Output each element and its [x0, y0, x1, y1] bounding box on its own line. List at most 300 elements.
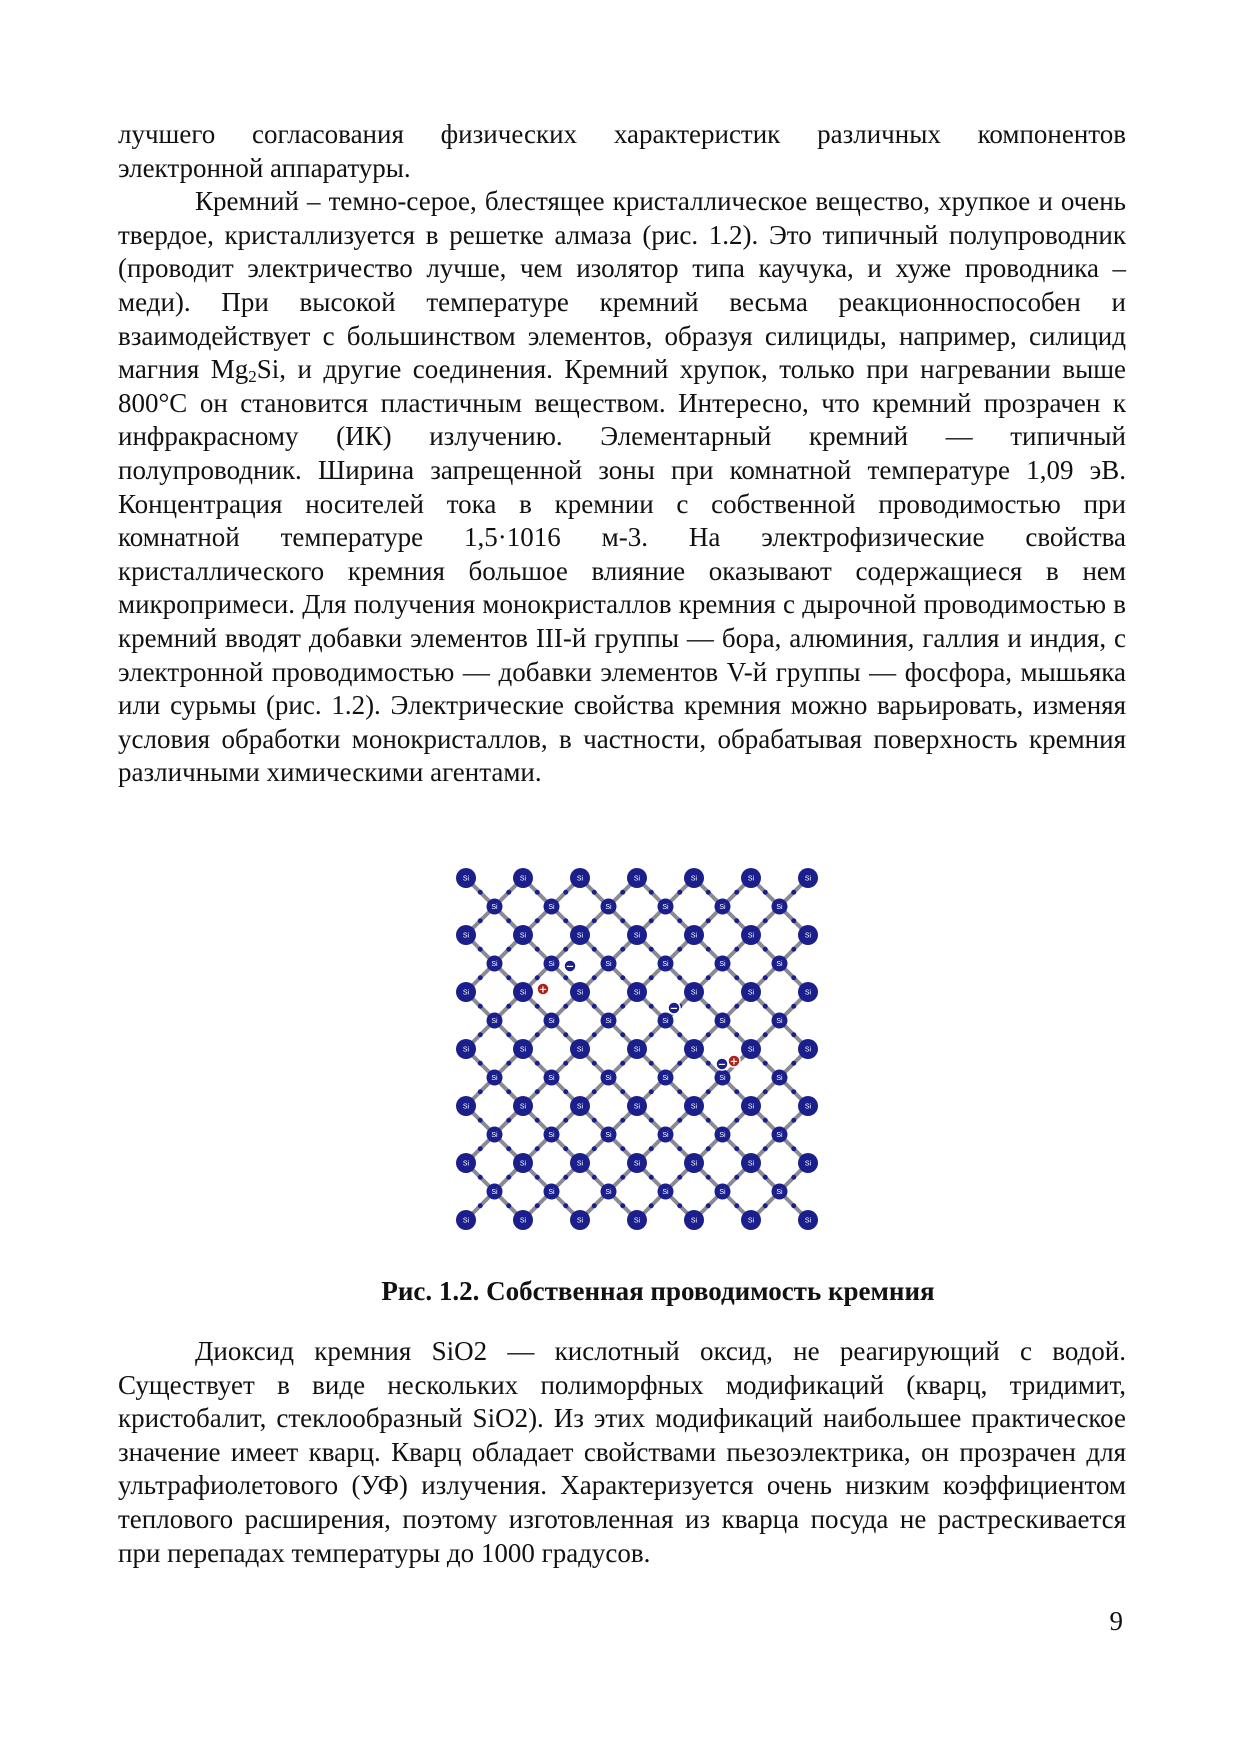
bond-electron	[734, 1032, 739, 1037]
bond-electron	[620, 1004, 625, 1009]
si-label: Si	[605, 961, 612, 968]
si-label: Si	[491, 1189, 498, 1196]
subscript-2: 2	[248, 367, 257, 387]
si-atom	[487, 956, 503, 972]
si-label: Si	[747, 1217, 755, 1225]
page-body	[118, 118, 1126, 790]
bond-electron	[535, 1203, 540, 1208]
si-atom	[798, 1039, 818, 1059]
si-atom	[544, 1070, 560, 1086]
bond-electron	[592, 1175, 597, 1180]
bond-electron	[478, 1203, 483, 1208]
si-label: Si	[662, 1075, 669, 1082]
paragraph-silicon-text-a: Кремний – темно-серое, блестящее кристаллическое вещество, хрупкое и очень твердое, кристаллизуется в решетке алмаза (рис. 1.2). Это типичный полупроводник (проводит электричество лучше, чем изолятор типа каучука, и хуже проводника – меди). При высокой температуре кремний весьма реакционноспособен и взаимодействует с большинством элементов, образуя силициды, например, силицид магния Mg	[118, 186, 1126, 385]
bond-electron	[677, 1061, 682, 1066]
si-atom	[715, 956, 731, 972]
si-label: Si	[462, 875, 470, 883]
si-atom	[741, 1096, 761, 1116]
si-atom	[741, 1153, 761, 1173]
lattice-diagram	[454, 866, 870, 1274]
si-atom	[601, 1070, 617, 1086]
si-label: Si	[519, 1046, 527, 1054]
si-label: Si	[491, 961, 498, 968]
si-atom	[684, 1039, 704, 1059]
bond-electron	[535, 947, 540, 952]
si-atom	[658, 956, 674, 972]
si-atom	[601, 899, 617, 915]
si-label: Si	[633, 989, 641, 997]
si-label: Si	[576, 989, 584, 997]
si-atom	[715, 1184, 731, 1200]
bond-electron	[592, 1004, 597, 1009]
bond-electron	[649, 1175, 654, 1180]
figure-caption: Рис. 1.2. Собственная проводимость кремния	[381, 1276, 935, 1306]
bond-electron	[563, 947, 568, 952]
si-label: Si	[462, 1103, 470, 1111]
bond-electron	[506, 1146, 511, 1151]
si-atom	[684, 1153, 704, 1173]
bond-electron	[506, 1203, 511, 1208]
bond-electron	[563, 1203, 568, 1208]
si-label: Si	[719, 904, 726, 911]
bond-electron	[734, 1118, 739, 1123]
paragraph-silicon	[118, 185, 1126, 790]
bond-electron	[706, 1175, 711, 1180]
si-atom	[456, 982, 476, 1002]
si-label: Si	[605, 1018, 612, 1025]
si-atom	[741, 1039, 761, 1059]
si-label: Si	[462, 932, 470, 940]
si-label: Si	[776, 1075, 783, 1082]
si-label: Si	[662, 904, 669, 911]
si-label: Si	[804, 1217, 812, 1225]
bond-electron	[478, 1118, 483, 1123]
bond-electron	[592, 1089, 597, 1094]
si-label: Si	[519, 875, 527, 883]
bond-electron	[620, 1175, 625, 1180]
si-atom	[513, 868, 533, 888]
si-label: Si	[690, 989, 698, 997]
bond-electron	[763, 1089, 768, 1094]
electron-carrier	[668, 1002, 680, 1015]
bond-electron	[791, 1061, 796, 1066]
bond-electron	[563, 975, 568, 980]
bond-electron	[763, 1061, 768, 1066]
bond-electron	[791, 975, 796, 980]
si-atom	[570, 868, 590, 888]
bond-electron	[734, 890, 739, 895]
bond-electron	[506, 975, 511, 980]
si-atom	[627, 925, 647, 945]
si-atom	[513, 1039, 533, 1059]
bond-electron	[791, 1032, 796, 1037]
si-label: Si	[633, 1160, 641, 1168]
si-label: Si	[690, 932, 698, 940]
si-label: Si	[690, 1217, 698, 1225]
si-label: Si	[662, 1132, 669, 1139]
bond-electron	[563, 1146, 568, 1151]
si-atom	[627, 1153, 647, 1173]
si-label: Si	[491, 904, 498, 911]
bond-electron	[763, 1118, 768, 1123]
bond-electron	[506, 1004, 511, 1009]
si-atom	[456, 1153, 476, 1173]
si-atom	[570, 925, 590, 945]
si-atom	[487, 899, 503, 915]
bond-electron	[677, 1146, 682, 1151]
bond-electron	[734, 1203, 739, 1208]
si-atom	[570, 1096, 590, 1116]
bond-electron	[535, 1118, 540, 1123]
si-atom	[772, 899, 788, 915]
si-label: Si	[491, 1018, 498, 1025]
si-label: Si	[776, 904, 783, 911]
si-atom	[487, 1070, 503, 1086]
bond-electron	[649, 1118, 654, 1123]
bond-electron	[734, 1175, 739, 1180]
si-label: Si	[690, 1103, 698, 1111]
bond-electron	[791, 1004, 796, 1009]
si-atom	[456, 1039, 476, 1059]
si-label: Si	[491, 1075, 498, 1082]
si-atom	[772, 1184, 788, 1200]
si-label: Si	[462, 989, 470, 997]
bond-electron	[763, 1032, 768, 1037]
si-label: Si	[804, 1160, 812, 1168]
si-atom	[715, 1013, 731, 1029]
si-label: Si	[548, 1075, 555, 1082]
bond-electron	[506, 1118, 511, 1123]
bond-electron	[506, 1032, 511, 1037]
bond-electron	[677, 918, 682, 923]
si-atom	[798, 1096, 818, 1116]
page-number: 9	[1109, 1606, 1123, 1636]
page-body-2	[118, 1335, 1126, 1570]
bond-electron	[706, 1118, 711, 1123]
bond-electron	[563, 1061, 568, 1066]
si-label: Si	[804, 932, 812, 940]
bond-electron	[478, 975, 483, 980]
bond-electron	[649, 1032, 654, 1037]
bond-electron	[535, 975, 540, 980]
bond-electron	[763, 1175, 768, 1180]
bond-electron	[706, 1203, 711, 1208]
bond-electron	[478, 1089, 483, 1094]
bond-electron	[677, 890, 682, 895]
si-label: Si	[662, 961, 669, 968]
bond-electron	[620, 1118, 625, 1123]
bond-electron	[506, 947, 511, 952]
bond-electron	[592, 947, 597, 952]
bond-electron	[535, 1004, 540, 1009]
si-label: Si	[747, 1103, 755, 1111]
bond-electron	[563, 1032, 568, 1037]
si-label: Si	[605, 1075, 612, 1082]
si-atom	[487, 1013, 503, 1029]
si-label: Si	[605, 1132, 612, 1139]
si-label: Si	[519, 1103, 527, 1111]
bond-electron	[478, 1032, 483, 1037]
si-label: Si	[719, 1132, 726, 1139]
si-label: Si	[548, 1189, 555, 1196]
si-atom	[456, 868, 476, 888]
bond-electron	[478, 947, 483, 952]
si-label: Si	[462, 1217, 470, 1225]
si-atom	[798, 868, 818, 888]
si-atom	[513, 925, 533, 945]
bond-electron	[734, 1146, 739, 1151]
si-label: Si	[576, 1160, 584, 1168]
si-atom	[513, 982, 533, 1002]
bond-electron	[649, 918, 654, 923]
si-atom	[715, 1127, 731, 1143]
bond-electron	[478, 918, 483, 923]
bond-electron	[506, 890, 511, 895]
bond-electron	[791, 890, 796, 895]
bond-electron	[677, 1203, 682, 1208]
si-label: Si	[576, 932, 584, 940]
bond-electron	[592, 1146, 597, 1151]
si-atom	[772, 1127, 788, 1143]
paragraph-sio2: Диоксид кремния SiO2 — кислотный оксид, не реагирующий с водой. Существует в виде нескольких полиморфных модификаций (кварц, тридимит, кристобалит, стеклообразный SiO2). Из этих модификаций наибольшее практическое значение имеет кварц. Кварц обладает свойствами пьезоэлектрика, он прозрачен для ультрафиолетового (УФ) излучения. Характеризуется очень низким коэффициентом теплового расширения, поэтому изготовленная из кварца посуда не растрескивается при перепадах температуры до 1000 градусов.	[118, 1336, 1126, 1568]
bond-electron	[763, 890, 768, 895]
bond-electron	[677, 975, 682, 980]
bond-electron	[535, 1175, 540, 1180]
si-atom	[772, 1013, 788, 1029]
si-atom	[544, 1184, 560, 1200]
bond-electron	[535, 1089, 540, 1094]
si-atom	[544, 1127, 560, 1143]
si-atom	[456, 1096, 476, 1116]
si-label: Si	[804, 989, 812, 997]
hole-carrier	[728, 1055, 740, 1068]
si-label: Si	[719, 1018, 726, 1025]
bond-electron	[763, 1203, 768, 1208]
bond-electron	[649, 1089, 654, 1094]
bond-electron	[791, 947, 796, 952]
bond-electron	[706, 1146, 711, 1151]
bond-electron	[791, 918, 796, 923]
bond-electron	[592, 918, 597, 923]
si-label: Si	[776, 1189, 783, 1196]
si-label: Si	[633, 1103, 641, 1111]
bond-electron	[592, 1203, 597, 1208]
si-atom	[684, 925, 704, 945]
bond-electron	[677, 947, 682, 952]
bond-electron	[620, 918, 625, 923]
bond-electron	[677, 1089, 682, 1094]
bond-electron	[592, 1118, 597, 1123]
bond-electron	[535, 918, 540, 923]
si-atom	[741, 868, 761, 888]
si-atom	[658, 1013, 674, 1029]
si-atom	[798, 925, 818, 945]
si-label: Si	[747, 932, 755, 940]
si-atom	[627, 868, 647, 888]
si-label: Si	[548, 961, 555, 968]
si-atom	[487, 1184, 503, 1200]
si-label: Si	[605, 1189, 612, 1196]
bond-electron	[649, 1004, 654, 1009]
si-label: Si	[576, 1103, 584, 1111]
si-atom	[627, 1096, 647, 1116]
bond-electron	[791, 1118, 796, 1123]
si-label: Si	[690, 875, 698, 883]
si-atom	[684, 1210, 704, 1230]
bond-electron	[620, 1203, 625, 1208]
si-atom	[715, 1070, 731, 1086]
bond-electron	[649, 975, 654, 980]
electron-carrier	[716, 1058, 728, 1071]
si-atom	[570, 1153, 590, 1173]
bond-electron	[791, 1175, 796, 1180]
bond-electron	[620, 947, 625, 952]
si-atom	[601, 1127, 617, 1143]
si-atom	[658, 1070, 674, 1086]
si-label: Si	[519, 932, 527, 940]
bond-electron	[677, 1175, 682, 1180]
bond-electron	[563, 918, 568, 923]
si-atom	[513, 1153, 533, 1173]
bond-electron	[478, 1146, 483, 1151]
si-atom	[627, 1039, 647, 1059]
bond-electron	[620, 975, 625, 980]
si-label: Si	[462, 1160, 470, 1168]
bond-electron	[706, 1089, 711, 1094]
bond-electron	[649, 1061, 654, 1066]
si-atom	[741, 1210, 761, 1230]
bond-electron	[763, 975, 768, 980]
bond-electron	[535, 1061, 540, 1066]
si-label: Si	[491, 1132, 498, 1139]
bond-electron	[535, 1146, 540, 1151]
bond-electron	[592, 890, 597, 895]
bond-electron	[734, 1089, 739, 1094]
si-label: Si	[776, 961, 783, 968]
electron-carrier	[564, 960, 576, 973]
bond-electron	[620, 1061, 625, 1066]
si-atom	[544, 899, 560, 915]
svg-text:−: −	[669, 1003, 679, 1015]
bond-electron	[677, 1032, 682, 1037]
si-label: Si	[690, 1046, 698, 1054]
si-atom	[684, 868, 704, 888]
si-atom	[658, 1127, 674, 1143]
bond-electron	[478, 890, 483, 895]
si-label: Si	[519, 989, 527, 997]
si-label: Si	[519, 1217, 527, 1225]
bond-electron	[706, 947, 711, 952]
si-atom	[715, 899, 731, 915]
bond-electron	[649, 890, 654, 895]
si-atom	[601, 1013, 617, 1029]
bond-electron	[592, 1032, 597, 1037]
si-atom	[772, 956, 788, 972]
bond-electron	[649, 1203, 654, 1208]
si-label: Si	[633, 1046, 641, 1054]
bond-electron	[563, 1089, 568, 1094]
bond-electron	[506, 918, 511, 923]
silicon-lattice-figure	[454, 866, 870, 1274]
si-atom	[684, 982, 704, 1002]
si-atom	[741, 925, 761, 945]
si-label: Si	[747, 1046, 755, 1054]
svg-text:−: −	[717, 1059, 727, 1071]
bond-electron	[535, 1032, 540, 1037]
si-atom	[544, 956, 560, 972]
si-label: Si	[776, 1132, 783, 1139]
bond-electron	[563, 890, 568, 895]
si-atom	[513, 1210, 533, 1230]
si-atom	[658, 1184, 674, 1200]
bond-electron	[563, 1118, 568, 1123]
si-label: Si	[747, 989, 755, 997]
si-label: Si	[633, 932, 641, 940]
si-label: Si	[605, 904, 612, 911]
bond-electron	[478, 1004, 483, 1009]
si-label: Si	[747, 1160, 755, 1168]
bond-electron	[763, 1004, 768, 1009]
si-atom	[741, 982, 761, 1002]
si-label: Si	[519, 1160, 527, 1168]
si-label: Si	[719, 1189, 726, 1196]
bond-electron	[734, 975, 739, 980]
si-label: Si	[576, 875, 584, 883]
bond-electron	[677, 1118, 682, 1123]
si-atom	[456, 1210, 476, 1230]
hole-carrier	[537, 983, 549, 996]
si-atom	[658, 899, 674, 915]
bond-electron	[620, 1032, 625, 1037]
bond-electron	[535, 890, 540, 895]
si-label: Si	[548, 1132, 555, 1139]
bond-electron	[506, 1061, 511, 1066]
bond-electron	[649, 947, 654, 952]
si-atom	[772, 1070, 788, 1086]
paragraph-continuation: лучшего согласования физических характеристик различных компонентов электронной аппаратуры.	[118, 119, 1126, 183]
si-atom	[798, 1153, 818, 1173]
bond-electron	[620, 1089, 625, 1094]
bond-electron	[506, 1089, 511, 1094]
si-label: Si	[690, 1160, 698, 1168]
si-label: Si	[804, 1103, 812, 1111]
si-label: Si	[633, 1217, 641, 1225]
bond-electron	[649, 1146, 654, 1151]
bond-electron	[763, 918, 768, 923]
bond-electron	[706, 1004, 711, 1009]
bond-electron	[506, 1175, 511, 1180]
si-label: Si	[548, 1018, 555, 1025]
bond-electron	[563, 1004, 568, 1009]
si-atom	[601, 1184, 617, 1200]
bond-electron	[563, 1175, 568, 1180]
si-atom	[570, 1039, 590, 1059]
svg-text:+: +	[729, 1056, 739, 1068]
si-atom	[513, 1096, 533, 1116]
bond-electron	[791, 1146, 796, 1151]
si-atom	[570, 982, 590, 1002]
si-label: Si	[576, 1217, 584, 1225]
bond-electron	[791, 1089, 796, 1094]
bond-electron	[620, 1146, 625, 1151]
svg-text:−: −	[565, 961, 575, 973]
bond-electron	[478, 1061, 483, 1066]
si-atom	[627, 1210, 647, 1230]
si-atom	[684, 1096, 704, 1116]
si-label: Si	[576, 1046, 584, 1054]
si-label: Si	[662, 1189, 669, 1196]
paragraph-silicon-text-b: Si, и другие соединения. Кремний хрупок, только при нагревании выше 800°С он становится пластичным веществом. Интересно, что кремний прозрачен к инфракрасному (ИК) излучению. Элементарный кремний — типичный полупроводник. Ширина запрещенной зоны при комнатной температуре 1,09 эВ. Концентрация носителей тока в кремнии с собственной проводимостью при комнатной температуре 1,5·1016 м-3. На электрофизические свойства кристаллического кремния большое влияние оказывают содержащиеся в нем микропримеси. Для получения монокристаллов кремния с дырочной проводимостью в кремний вводят добавки элементов III-й группы — бора, алюминия, галлия и индия, с электронной проводимостью — добавки элементов V-й группы — фосфора, мышьяка или сурьмы (рис. 1.2). Электрические свойства кремния можно варьировать, изменяя условия обработки монокристаллов, в частности, обрабатывая поверхность кремния различными химическими агентами.	[118, 354, 1126, 788]
